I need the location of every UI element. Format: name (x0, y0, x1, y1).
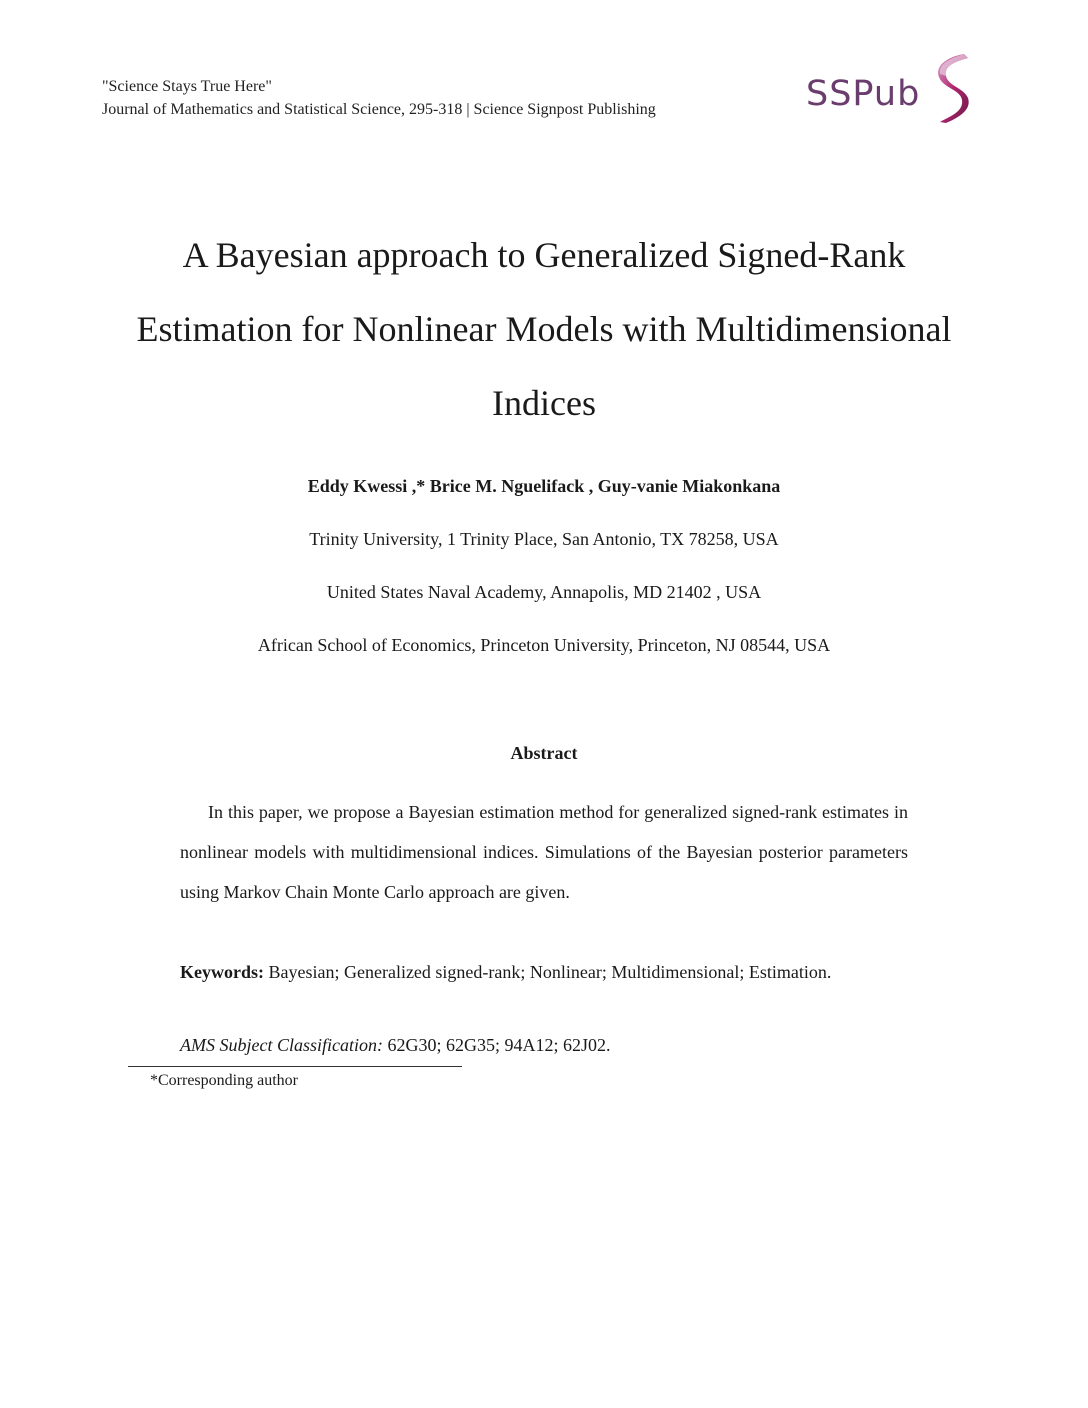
title-line-1: A Bayesian approach to Generalized Signed-Rank (182, 235, 906, 275)
affiliation-3: African School of Economics, Princeton University, Princeton, NJ 08544, USA (257, 635, 831, 655)
journal-header (102, 75, 656, 121)
sspub-logo (806, 52, 986, 124)
abstract-body: In this paper, we propose a Bayesian estimation method for generalized signed-rank estimates in nonlinear models with multidimensional indices. Simulations of the Bayesian posterior parameters using Markov Chain Monte Carlo approach are given. (180, 802, 908, 902)
author-list: Eddy Kwessi ,* Brice M. Nguelifack , Guy-vanie Miakonkana (307, 476, 781, 496)
keywords-label: Keywords: (180, 962, 264, 982)
journal-citation: Journal of Mathematics and Statistical Science, 295-318 | Science Signpost Publishing (102, 101, 656, 118)
affiliation-2: United States Naval Academy, Annapolis, MD 21402 , USA (326, 582, 762, 602)
footnote-corresponding-author: *Corresponding author (150, 1072, 298, 1089)
ams-label: AMS Subject Classification: (180, 1035, 383, 1055)
title-line-2: Estimation for Nonlinear Models with Multidimensional (136, 309, 952, 349)
logo-text: SSPub (806, 74, 921, 114)
logo-s-ribbon-icon (924, 52, 984, 124)
keywords (180, 952, 908, 992)
affiliation-1: Trinity University, 1 Trinity Place, San Antonio, TX 78258, USA (309, 529, 779, 549)
title-line-3: Indices (492, 383, 596, 423)
abstract-heading: Abstract (510, 743, 578, 763)
footnote-divider (128, 1066, 462, 1067)
keywords-text: Bayesian; Generalized signed-rank; Nonlinear; Multidimensional; Estimation. (268, 962, 832, 982)
paper-title (100, 218, 988, 440)
ams-classification (180, 1031, 908, 1059)
ams-codes: 62G30; 62G35; 94A12; 62J02. (387, 1035, 611, 1055)
journal-motto: "Science Stays True Here" (102, 78, 272, 95)
